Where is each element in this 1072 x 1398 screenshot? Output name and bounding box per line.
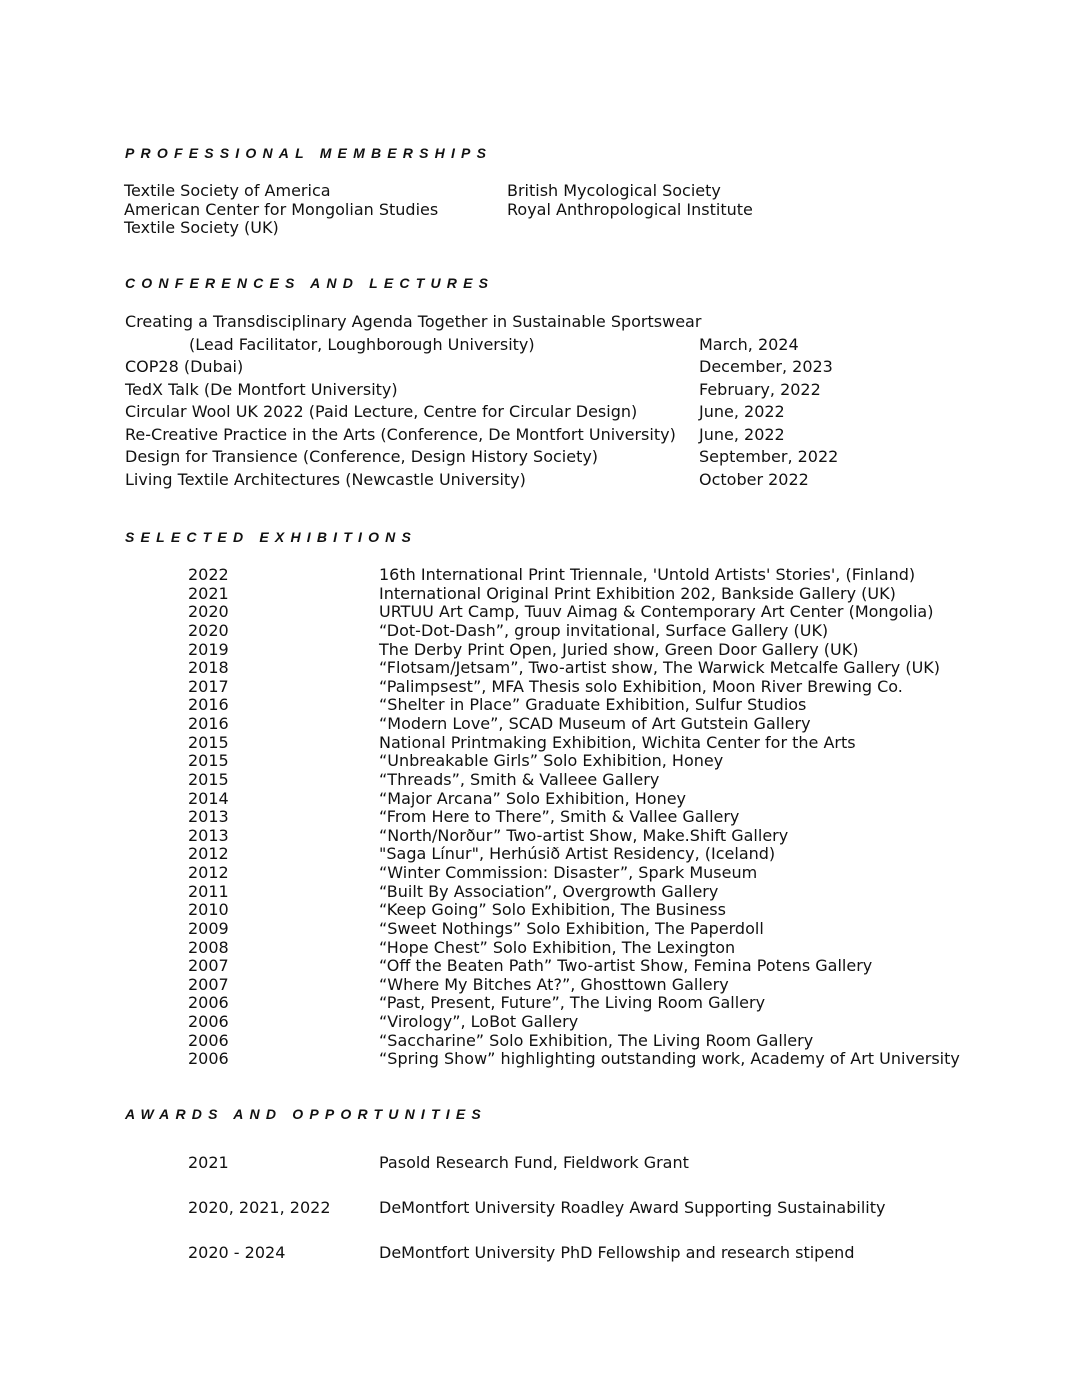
exhibition-row xyxy=(188,920,948,939)
exhibition-year: 2007 xyxy=(188,956,229,976)
exhibition-year: 2020 xyxy=(188,602,229,622)
exhibition-description: “Saccharine” Solo Exhibition, The Living Room Gallery xyxy=(379,1030,814,1050)
award-year: 2021 xyxy=(188,1153,229,1172)
exhibition-description: The Derby Print Open, Juried show, Green Door Gallery (UK) xyxy=(379,639,859,659)
memberships-heading: PROFESSIONAL MEMBERSHIPS xyxy=(125,145,493,161)
exhibition-year: 2012 xyxy=(188,863,229,882)
exhibition-row xyxy=(188,622,948,641)
exhibition-description: “Hope Chest” Solo Exhibition, The Lexington xyxy=(379,937,736,957)
conference-row xyxy=(125,424,955,447)
award-description: DeMontfort University Roadley Award Supporting Sustainability xyxy=(379,1198,886,1217)
exhibition-year: 2013 xyxy=(188,807,229,827)
exhibition-row xyxy=(188,939,948,958)
exhibition-row xyxy=(188,845,948,864)
conference-date: September, 2022 xyxy=(699,447,839,466)
exhibition-description: “Built By Association”, Overgrowth Gallery xyxy=(379,881,719,901)
award-row xyxy=(188,1152,948,1197)
exhibition-year: 2013 xyxy=(188,825,229,845)
exhibition-year: 2006 xyxy=(188,1012,229,1031)
awards-heading: AWARDS AND OPPORTUNITIES xyxy=(125,1106,487,1122)
exhibition-description: “Where My Bitches At?”, Ghosttown Gallery xyxy=(379,974,729,994)
exhibition-description: National Printmaking Exhibition, Wichita Center for the Arts xyxy=(379,732,856,752)
exhibition-description: “North/Norður” Two-artist Show, Make.Shift Gallery xyxy=(379,825,789,845)
exhibition-row xyxy=(188,603,948,622)
award-year: 2020, 2021, 2022 xyxy=(188,1198,331,1217)
exhibition-year: 2008 xyxy=(188,937,229,957)
exhibition-description: “Flotsam/Jetsam”, Two-artist show, The Warwick Metcalfe Gallery (UK) xyxy=(379,658,941,678)
conference-title: COP28 (Dubai) xyxy=(125,357,244,376)
membership-item: Textile Society of America xyxy=(124,181,331,200)
conference-title: TedX Talk (De Montfort University) xyxy=(125,379,398,399)
exhibition-year: 2020 xyxy=(188,620,229,640)
exhibition-description: “Spring Show” highlighting outstanding work, Academy of Art University xyxy=(379,1049,960,1069)
exhibition-description: “From Here to There”, Smith & Vallee Gallery xyxy=(379,807,740,827)
conference-date: October 2022 xyxy=(699,469,809,489)
conference-date: December, 2023 xyxy=(699,357,833,376)
exhibition-year: 2007 xyxy=(188,974,229,994)
award-description: DeMontfort University PhD Fellowship and research stipend xyxy=(379,1243,855,1262)
award-row xyxy=(188,1197,948,1242)
exhibitions-list xyxy=(188,565,960,1069)
conference-date: March, 2024 xyxy=(699,334,799,354)
exhibition-row xyxy=(188,715,948,734)
exhibition-row xyxy=(188,808,948,827)
exhibition-year: 2006 xyxy=(188,1030,229,1050)
exhibition-description: “Major Arcana” Solo Exhibition, Honey xyxy=(379,788,687,808)
exhibition-description: "Saga Línur", Herhúsið Artist Residency, (Iceland) xyxy=(379,844,776,864)
exhibition-description: 16th International Print Triennale, 'Untold Artists' Stories', (Finland) xyxy=(379,565,916,584)
exhibition-description: “Sweet Nothings” Solo Exhibition, The Paperdoll xyxy=(379,918,764,938)
membership-item: British Mycological Society xyxy=(507,181,721,200)
exhibition-year: 2006 xyxy=(188,993,229,1013)
conferences-heading: CONFERENCES AND LECTURES xyxy=(125,275,495,291)
exhibition-row xyxy=(188,994,948,1013)
exhibition-row xyxy=(188,678,948,697)
exhibition-year: 2014 xyxy=(188,788,229,808)
exhibition-description: “Modern Love”, SCAD Museum of Art Gutstein Gallery xyxy=(379,714,811,733)
award-year: 2020 - 2024 xyxy=(188,1243,286,1262)
membership-item: Royal Anthropological Institute xyxy=(507,199,753,219)
award-description: Pasold Research Fund, Fieldwork Grant xyxy=(379,1153,689,1172)
award-row xyxy=(188,1242,948,1287)
conference-row xyxy=(125,311,955,334)
conference-row xyxy=(125,379,955,402)
exhibition-row xyxy=(188,752,948,771)
conference-row xyxy=(125,446,955,469)
exhibition-year: 2017 xyxy=(188,676,229,696)
exhibition-year: 2022 xyxy=(188,565,229,584)
exhibition-year: 2009 xyxy=(188,918,229,938)
exhibition-year: 2010 xyxy=(188,900,229,920)
exhibition-row xyxy=(188,790,948,809)
awards-list xyxy=(188,1152,948,1287)
exhibition-row xyxy=(188,957,948,976)
conference-title: Living Textile Architectures (Newcastle University) xyxy=(125,469,526,489)
exhibition-description: “Palimpsest”, MFA Thesis solo Exhibition, Moon River Brewing Co. xyxy=(379,676,903,696)
conference-date: June, 2022 xyxy=(699,424,785,444)
exhibition-description: “Shelter in Place” Graduate Exhibition, Sulfur Studios xyxy=(379,695,807,715)
exhibition-row xyxy=(188,566,948,585)
conference-row xyxy=(125,334,955,357)
conference-title: (Lead Facilitator, Loughborough University) xyxy=(189,334,535,354)
memberships-left-column xyxy=(124,182,438,238)
exhibition-year: 2018 xyxy=(188,658,229,678)
conference-row xyxy=(125,469,955,492)
exhibition-year: 2016 xyxy=(188,695,229,715)
exhibition-row xyxy=(188,734,948,753)
exhibition-row xyxy=(188,901,948,920)
exhibition-year: 2006 xyxy=(188,1049,229,1069)
exhibition-row xyxy=(188,659,948,678)
exhibition-description: International Original Print Exhibition 202, Bankside Gallery (UK) xyxy=(379,583,896,603)
exhibition-description: “Virology”, LoBot Gallery xyxy=(379,1012,579,1031)
exhibition-row xyxy=(188,864,948,883)
exhibition-description: “Unbreakable Girls” Solo Exhibition, Honey xyxy=(379,751,724,771)
conference-date: June, 2022 xyxy=(699,402,785,421)
memberships-right-column xyxy=(507,182,753,219)
conference-row xyxy=(125,356,955,379)
exhibition-row xyxy=(188,883,948,902)
exhibition-row xyxy=(188,696,948,715)
conference-title: Circular Wool UK 2022 (Paid Lecture, Centre for Circular Design) xyxy=(125,402,638,421)
exhibition-year: 2011 xyxy=(188,881,229,901)
exhibition-year: 2015 xyxy=(188,751,229,771)
exhibition-year: 2016 xyxy=(188,714,229,733)
exhibition-description: “Dot-Dot-Dash”, group invitational, Surface Gallery (UK) xyxy=(379,620,829,640)
conference-row xyxy=(125,401,955,424)
exhibition-description: “Off the Beaten Path” Two-artist Show, Femina Potens Gallery xyxy=(379,956,873,976)
exhibition-description: URTUU Art Camp, Tuuv Aimag & Contemporary Art Center (Mongolia) xyxy=(379,602,934,622)
exhibition-year: 2021 xyxy=(188,583,229,603)
membership-item: Textile Society (UK) xyxy=(124,218,279,237)
exhibition-row xyxy=(188,1049,960,1069)
exhibition-row xyxy=(188,771,948,790)
exhibition-row xyxy=(188,585,948,604)
exhibition-row xyxy=(188,1032,948,1051)
conference-title: Creating a Transdisciplinary Agenda Together in Sustainable Sportswear xyxy=(125,312,702,331)
conference-title: Re-Creative Practice in the Arts (Conference, De Montfort University) xyxy=(125,424,676,444)
exhibition-description: “Threads”, Smith & Valleee Gallery xyxy=(379,769,660,789)
exhibition-description: “Past, Present, Future”, The Living Room Gallery xyxy=(379,993,766,1013)
exhibition-description: “Keep Going” Solo Exhibition, The Business xyxy=(379,900,726,920)
exhibition-description: “Winter Commission: Disaster”, Spark Museum xyxy=(379,863,758,882)
conference-date: February, 2022 xyxy=(699,379,821,399)
exhibition-row xyxy=(188,827,948,846)
conference-title: Design for Transience (Conference, Design History Society) xyxy=(125,447,599,466)
exhibition-row xyxy=(188,976,948,995)
membership-item: American Center for Mongolian Studies xyxy=(124,199,439,219)
exhibition-year: 2015 xyxy=(188,769,229,789)
exhibition-year: 2012 xyxy=(188,844,229,864)
exhibition-year: 2019 xyxy=(188,639,229,659)
exhibition-year: 2015 xyxy=(188,732,229,752)
conferences-list xyxy=(125,311,955,491)
exhibition-row xyxy=(188,1013,948,1032)
exhibitions-heading: SELECTED EXHIBITIONS xyxy=(125,529,418,545)
exhibition-row xyxy=(188,641,948,660)
